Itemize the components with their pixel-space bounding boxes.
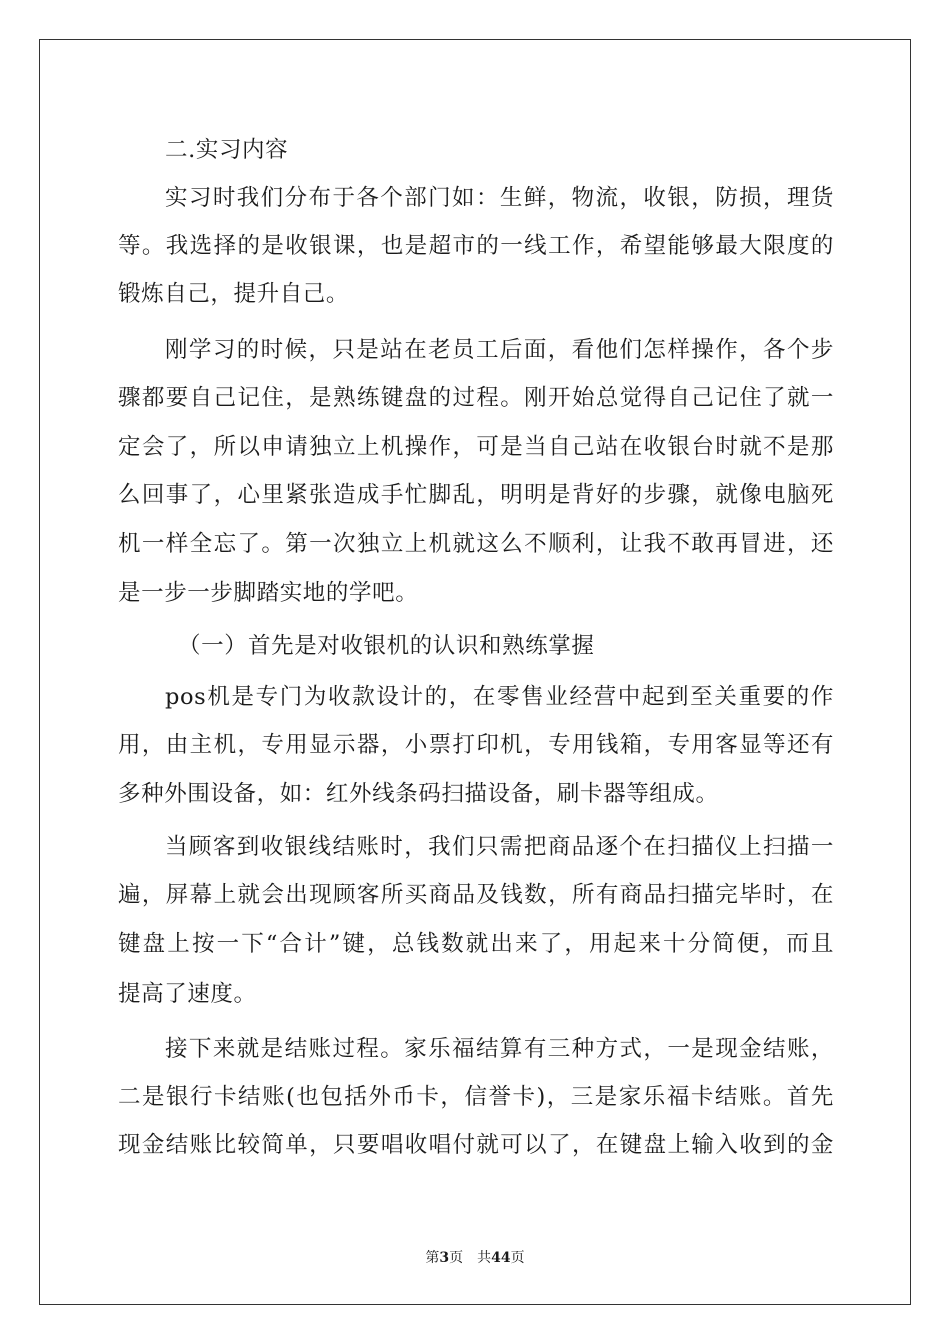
paragraph-line: 键盘上按一下“合计”键，总钱数就出来了，用起来十分简便，而且 bbox=[118, 931, 834, 957]
paragraph-line: 实习时我们分布于各个部门如：生鲜，物流，收银，防损，理货 bbox=[165, 185, 834, 211]
paragraph-line: 定会了，所以申请独立上机操作，可是当自己站在收银台时就不是那 bbox=[118, 434, 834, 460]
footer-total-pages: 44 bbox=[491, 1250, 511, 1266]
paragraph-line: 遍，屏幕上就会出现顾客所买商品及钱数，所有商品扫描完毕时，在 bbox=[118, 882, 834, 908]
paragraph-line: pos机是专门为收款设计的，在零售业经营中起到至关重要的作 bbox=[165, 684, 834, 710]
footer-page-number: 3 bbox=[439, 1250, 450, 1266]
paragraph-line: 提高了速度。 bbox=[118, 981, 257, 1007]
paragraph-line: 等。我选择的是收银课，也是超市的一线工作，希望能够最大限度的 bbox=[118, 233, 834, 259]
paragraph-line: 骤都要自己记住，是熟练键盘的过程。刚开始总觉得自己记住了就一 bbox=[118, 385, 834, 411]
paragraph-line: 锻炼自己，提升自己。 bbox=[118, 281, 350, 307]
subheading-title: 首先是对收银机的认识和熟练掌握 bbox=[248, 633, 595, 659]
paragraph-line: 二是银行卡结账(也包括外币卡，信誉卡)，三是家乐福卡结账。首先 bbox=[118, 1084, 834, 1110]
paragraph-line: 多种外围设备，如：红外线条码扫描设备，刷卡器等组成。 bbox=[118, 781, 719, 807]
section-heading: 二.实习内容 bbox=[165, 137, 289, 163]
footer-page-prefix: 第 bbox=[425, 1250, 440, 1266]
paragraph-line: 刚学习的时候，只是站在老员工后面，看他们怎样操作，各个步 bbox=[165, 337, 834, 363]
subheading-prefix: （一） bbox=[178, 633, 248, 659]
footer-page-suffix: 页 bbox=[510, 1250, 525, 1266]
page-footer bbox=[0, 1247, 950, 1267]
paragraph-line: 用，由主机，专用显示器，小票打印机，专用钱箱，专用客显等还有 bbox=[118, 732, 834, 758]
paragraph-line: 是一步一步脚踏实地的学吧。 bbox=[118, 580, 419, 606]
paragraph-line: 么回事了，心里紧张造成手忙脚乱，明明是背好的步骤，就像电脑死 bbox=[118, 482, 834, 508]
paragraph-line: 接下来就是结账过程。家乐福结算有三种方式，一是现金结账， bbox=[165, 1036, 834, 1062]
paragraph-line: 机一样全忘了。第一次独立上机就这么不顺利，让我不敢再冒进，还 bbox=[118, 531, 834, 557]
paragraph-line: 当顾客到收银线结账时，我们只需把商品逐个在扫描仪上扫描一 bbox=[165, 834, 834, 860]
paragraph-line: 现金结账比较简单，只要唱收唱付就可以了，在键盘上输入收到的金 bbox=[118, 1132, 834, 1158]
footer-page-mid: 页 共 bbox=[449, 1250, 492, 1266]
